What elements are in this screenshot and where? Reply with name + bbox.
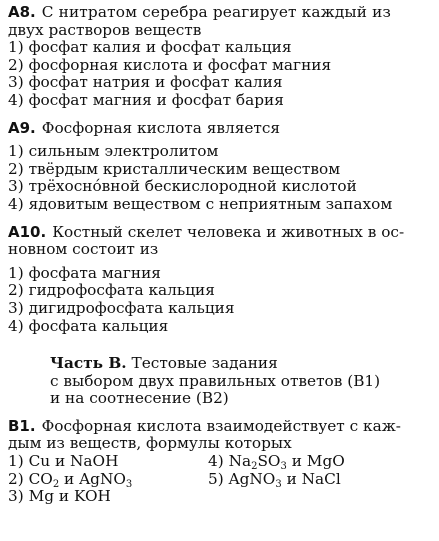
question-a9-number: А9. xyxy=(8,118,36,137)
question-b1-option-1: 1) Cu и NaOH xyxy=(8,452,119,471)
question-b1-number: В1. xyxy=(8,416,36,435)
question-b1-empty-cell xyxy=(208,488,428,506)
part-b-line3: и на соотнесение (В2) xyxy=(50,389,229,408)
question-a9-option-4: 4) ядовитым веществом с неприятным запахом xyxy=(8,194,393,213)
question-a9-option-1: 1) сильным электролитом xyxy=(8,142,219,161)
question-a8-number: А8. xyxy=(8,3,36,21)
question-a10-text xyxy=(8,224,434,259)
question-b1-text xyxy=(8,418,434,453)
question-b1-option-5: 5) AgNO$_3$ и NaCl xyxy=(208,469,341,490)
question-a8-option-3: 3) фосфат натрия и фосфат калия xyxy=(8,73,283,92)
question-a10-line1: Костный скелет человека и животных в ос- xyxy=(52,222,405,241)
question-a10-option-4: 4) фосфата кальция xyxy=(8,316,169,335)
question-a8-line1: С нитратом серебра реагирует каждый из xyxy=(41,3,391,21)
question-a9-text xyxy=(8,120,434,138)
question-a10 xyxy=(8,224,434,336)
question-a10-option-2: 2) гидрофосфата кальция xyxy=(8,281,215,300)
question-a8-line2: двух растворов веществ xyxy=(8,20,202,39)
question-a8-option-2: 2) фосфорная кислота и фосфат магния xyxy=(8,55,332,74)
question-a8-text xyxy=(8,4,434,39)
question-b1-line1: Фосфорная кислота взаимодействует с каж- xyxy=(41,416,401,435)
question-a10-option-3: 3) дигидрофосфата кальция xyxy=(8,298,235,317)
part-b-line1: Тестовые задания xyxy=(131,354,278,373)
question-a9 xyxy=(8,120,434,214)
question-a9-option-2: 2) твёрдым кристаллическим веществом xyxy=(8,159,341,178)
question-b1-option-3: 3) Mg и KOH xyxy=(8,487,111,506)
part-b-heading xyxy=(50,355,434,408)
question-b1-options xyxy=(8,453,434,506)
textbook-page xyxy=(8,4,434,506)
question-b1-option-2: 2) $CO_2$ и AgNO$_3$ xyxy=(8,469,133,490)
question-b1-line2: дым из веществ, формулы которых xyxy=(8,434,292,453)
question-a10-number: А10. xyxy=(8,222,47,241)
question-b1-option-4: 4) $Na_2SO_3$ и MgO xyxy=(208,452,345,473)
question-a9-option-3: 3) трёхоснóвной бескислородной кислотой xyxy=(8,177,357,196)
part-b-line2: с выбором двух правильных ответов (В1) xyxy=(50,371,381,390)
question-a9-stem: Фосфорная кислота является xyxy=(41,118,281,137)
question-a10-option-1: 1) фосфата магния xyxy=(8,263,161,282)
question-a8-option-4: 4) фосфат магния и фосфат бария xyxy=(8,90,284,109)
question-a10-line2: новном состоит из xyxy=(8,240,159,259)
question-a8 xyxy=(8,4,434,110)
part-b-title: Часть В. xyxy=(50,354,127,373)
question-a8-option-1: 1) фосфат калия и фосфат кальция xyxy=(8,38,292,57)
question-b1 xyxy=(8,418,434,506)
